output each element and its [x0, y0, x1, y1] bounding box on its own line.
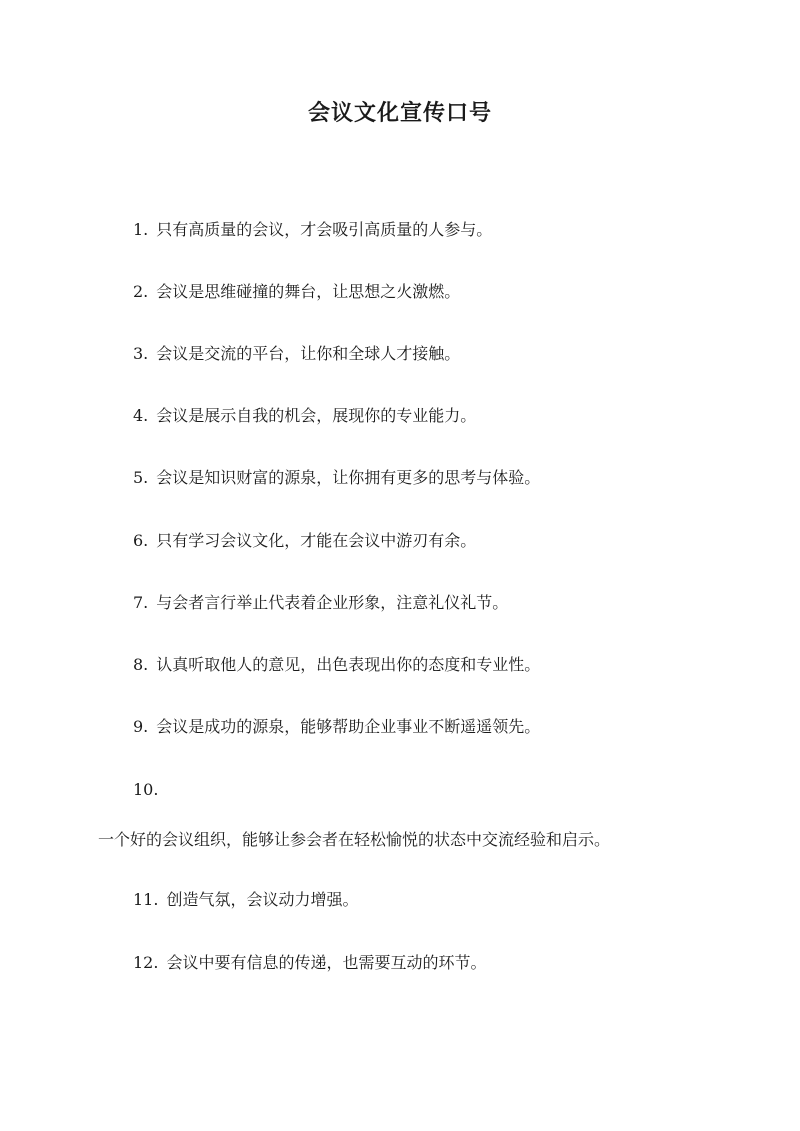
- slogan-number: 10.: [133, 780, 159, 799]
- slogan-item-2: [133, 281, 460, 303]
- slogan-number: 12.: [133, 953, 159, 972]
- slogan-text: 会议是思维碰撞的舞台，让思想之火激燃。: [156, 282, 461, 301]
- slogan-number: 6.: [133, 531, 149, 550]
- slogan-text: 会议是知识财富的源泉，让你拥有更多的思考与体验。: [156, 468, 541, 487]
- slogan-item-7: [133, 592, 508, 614]
- slogan-number: 9.: [133, 717, 149, 736]
- slogan-item-3: [133, 343, 460, 365]
- slogan-item-8: [133, 654, 540, 676]
- slogan-text: 只有高质量的会议，才会吸引高质量的人参与。: [156, 220, 493, 239]
- slogan-text: 认真听取他人的意见，出色表现出你的态度和专业性。: [156, 655, 541, 674]
- slogan-number: 3.: [133, 344, 149, 363]
- slogan-number: 1.: [133, 220, 149, 239]
- slogan-number: 4.: [133, 406, 149, 425]
- slogan-number: 5.: [133, 468, 149, 487]
- slogan-number: 11.: [133, 890, 159, 909]
- slogan-item-11: [133, 889, 358, 911]
- slogan-item-6: [133, 530, 476, 552]
- slogan-text: 会议是成功的源泉，能够帮助企业事业不断遥遥领先。: [156, 717, 541, 736]
- slogan-number: 2.: [133, 282, 149, 301]
- slogan-item-4: [133, 405, 476, 427]
- slogan-number: 7.: [133, 593, 149, 612]
- slogan-number: 8.: [133, 655, 149, 674]
- slogan-text: 会议是交流的平台，让你和全球人才接触。: [156, 344, 461, 363]
- slogan-item-1: [133, 219, 492, 241]
- slogan-item-12: [133, 952, 486, 974]
- slogan-text: 只有学习会议文化，才能在会议中游刃有余。: [156, 531, 477, 550]
- page-title: 会议文化宣传口号: [307, 100, 492, 126]
- slogan-text: 会议中要有信息的传递，也需要互动的环节。: [166, 953, 487, 972]
- slogan-item-5: [133, 467, 540, 489]
- slogan-text: 创造气氛，会议动力增强。: [166, 890, 359, 909]
- slogan-item-9: [133, 716, 540, 738]
- slogan-text: 与会者言行举止代表着企业形象，注意礼仪礼节。: [156, 593, 509, 612]
- slogan-text: 会议是展示自我的机会，展现你的专业能力。: [156, 406, 477, 425]
- slogan-text: 一个好的会议组织，能够让参会者在轻松愉悦的状态中交流经验和启示。: [98, 830, 611, 849]
